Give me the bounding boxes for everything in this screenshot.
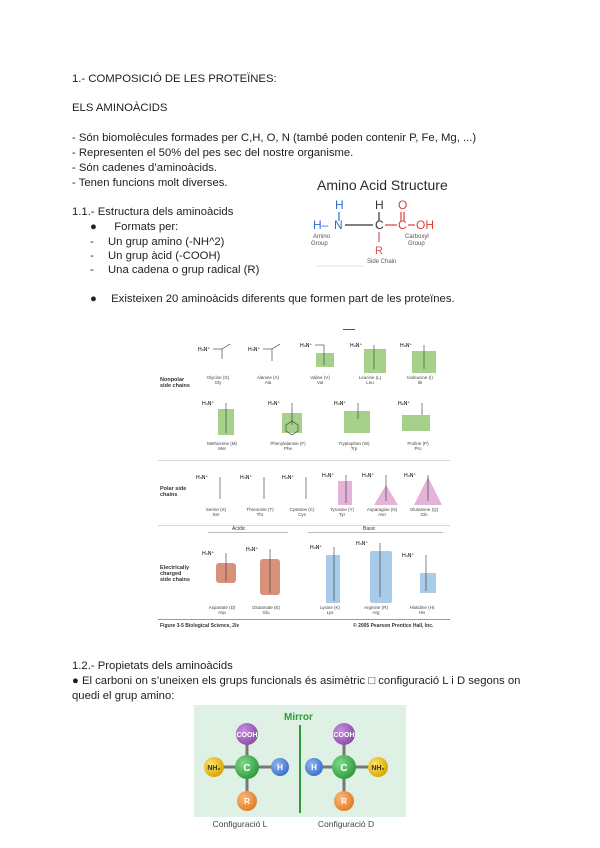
- svg-text:H₃N⁺: H₃N⁺: [202, 401, 215, 407]
- list-item: [90, 292, 455, 307]
- properties-text: ● El carboni on s’uneixen els grups funcionals és asimètric □ configuració L i D segons on: [72, 675, 521, 687]
- alpha-h-label: H: [375, 198, 384, 212]
- svg-text:H₃N⁺: H₃N⁺: [240, 475, 253, 481]
- mirror-title: Mirror: [284, 712, 313, 723]
- figure-copyright: © 2005 Pearson Prentice Hall, Inc.: [353, 623, 434, 629]
- svg-text:H₃N⁺: H₃N⁺: [400, 343, 413, 349]
- svg-text:H: H: [277, 763, 283, 772]
- bullet-icon: ●: [90, 293, 97, 305]
- intro-line: - Tenen funcions molt diverses.: [72, 177, 228, 189]
- amino-acids-figure: Nonpolar side chains Polar side chains Electrically charged side chains Acidic Basic H₃N⁺ Glycine (G) Gly H₃N⁺ Alanine (A) Ala H₃N⁺ Valine (V) Val H₃N⁺ Leucine (L) Leu H₃N⁺ Isoleucine (I) Ile H₃N⁺ Methionine (M) Met H₃N⁺ Phenylalanine (F) Phe H₃N⁺ Tryptophan (W) Trp H₂N⁺ Proline (P) Pro H₃N⁺ Serine (S) Ser H₃N⁺ Threonine (T) Thr H₃N⁺ Cysteine (C) Cys H₃N⁺ Tyrosine (Y) Tyr H₃N⁺ Asparagine (N) Asn H₃N⁺ Glutamine (Q) Gln H₃N⁺ Aspartate (D) Asp H₃N⁺ Glutamate (E) Glu H₃N⁺ Lysine (K) Lys H₃N⁺ Arginine (R) Arg H₃N⁺ Histidine (H) His Figure 3-5 Biological Science, 2/e © 2005 Pearson Prentice Hall, Inc.: [158, 329, 450, 634]
- list-item-text: Un grup amino (-NH^2): [108, 236, 225, 248]
- page-subtitle: ELS AMINOÀCIDS: [72, 102, 168, 114]
- svg-text:H₃N⁺: H₃N⁺: [356, 541, 369, 547]
- svg-text:H₃N⁺: H₃N⁺: [322, 473, 335, 479]
- bullet-icon: ●: [90, 221, 97, 233]
- alpha-carbon-label: C: [375, 218, 384, 232]
- svg-text:H₂N⁺: H₂N⁺: [398, 401, 411, 407]
- list-item: - Un grup àcid (-COOH): [90, 250, 221, 262]
- svg-text:H: H: [311, 763, 317, 772]
- basic-label: Basic: [363, 526, 376, 532]
- label-config-d: Configuració D: [317, 819, 375, 829]
- svg-text:H₃N⁺: H₃N⁺: [404, 473, 417, 479]
- svg-text:H₃N⁺: H₃N⁺: [268, 401, 281, 407]
- svg-text:H₃N⁺: H₃N⁺: [362, 473, 375, 479]
- svg-text:H₃N⁺: H₃N⁺: [196, 475, 209, 481]
- oh-label: OH: [416, 218, 434, 232]
- list-item: - Un grup amino (-NH^2): [90, 236, 225, 248]
- list-item: [90, 220, 178, 235]
- svg-text:H₃N⁺: H₃N⁺: [350, 343, 363, 349]
- svg-text:C: C: [243, 763, 251, 774]
- nitrogen-label: N: [334, 218, 343, 232]
- properties-text: quedi el grup amino:: [72, 690, 175, 702]
- svg-text:NH₂: NH₂: [207, 765, 221, 772]
- formats-label: Formats per:: [114, 221, 179, 233]
- fact-text: Existeixen 20 aminoàcids diferents que formen part de les proteïnes.: [111, 293, 455, 305]
- mirror-figure: [194, 705, 406, 830]
- svg-text:H₃N⁺: H₃N⁺: [310, 545, 323, 551]
- section-heading-properties: 1.2.- Propietats dels aminoàcids: [72, 660, 233, 672]
- svg-text:H₃N⁺: H₃N⁺: [202, 551, 215, 557]
- oxygen-label: O: [398, 198, 408, 212]
- r-group-label: R: [375, 245, 383, 257]
- svg-text:R: R: [244, 797, 250, 806]
- svg-text:H₃N⁺: H₃N⁺: [198, 347, 211, 353]
- svg-text:H–: H–: [313, 218, 329, 232]
- section-heading-structure: 1.1.- Estructura dels aminoàcids: [72, 206, 234, 218]
- row-label-charged: Electrically charged side chains: [160, 565, 190, 583]
- svg-text:H₃N⁺: H₃N⁺: [246, 547, 259, 553]
- row-label-polar: Polar side chains: [160, 486, 187, 498]
- svg-text:H₃N⁺: H₃N⁺: [248, 347, 261, 353]
- svg-text:H₃N⁺: H₃N⁺: [334, 401, 347, 407]
- svg-text:COOH: COOH: [236, 732, 258, 739]
- svg-text:R: R: [341, 797, 347, 806]
- list-item: - Una cadena o grup radical (R): [90, 264, 260, 276]
- figure-caption: Figure 3-5 Biological Science, 2/e: [160, 623, 240, 629]
- side-chain-caption: Side Chain: [367, 259, 397, 265]
- amino-group-caption: Amino Group: [311, 234, 331, 247]
- label-config-l: Configuració L: [212, 819, 268, 829]
- row-label-nonpolar: Nonpolar side chains: [160, 377, 190, 389]
- amino-acid-structure-figure: [305, 170, 455, 270]
- amino-h-label: H: [335, 198, 344, 212]
- intro-line: - Són cadenes d’aminoàcids.: [72, 162, 218, 174]
- intro-line: - Són biomolècules formades per C,H, O, N (també poden contenir P, Fe, Mg, ...): [72, 132, 477, 144]
- svg-text:H₃N⁺: H₃N⁺: [282, 475, 295, 481]
- structure-title: Amino Acid Structure: [317, 177, 448, 193]
- carboxyl-group-caption: Carboxyl Group: [405, 234, 429, 247]
- list-item-text: Un grup àcid (-COOH): [108, 250, 221, 262]
- svg-text:C: C: [340, 763, 348, 774]
- acidic-label: Acidic: [232, 526, 246, 532]
- intro-line: - Representen el 50% del pes sec del nostre organisme.: [72, 147, 354, 159]
- carboxyl-carbon-label: C: [398, 218, 407, 232]
- page-title: 1.- COMPOSICIÓ DE LES PROTEÏNES:: [72, 73, 277, 85]
- svg-text:H₃N⁺: H₃N⁺: [402, 553, 415, 559]
- svg-text:H₃N⁺: H₃N⁺: [300, 343, 313, 349]
- svg-text:NH₂: NH₂: [371, 765, 385, 772]
- svg-text:COOH: COOH: [333, 732, 355, 739]
- list-item-text: Una cadena o grup radical (R): [108, 264, 260, 276]
